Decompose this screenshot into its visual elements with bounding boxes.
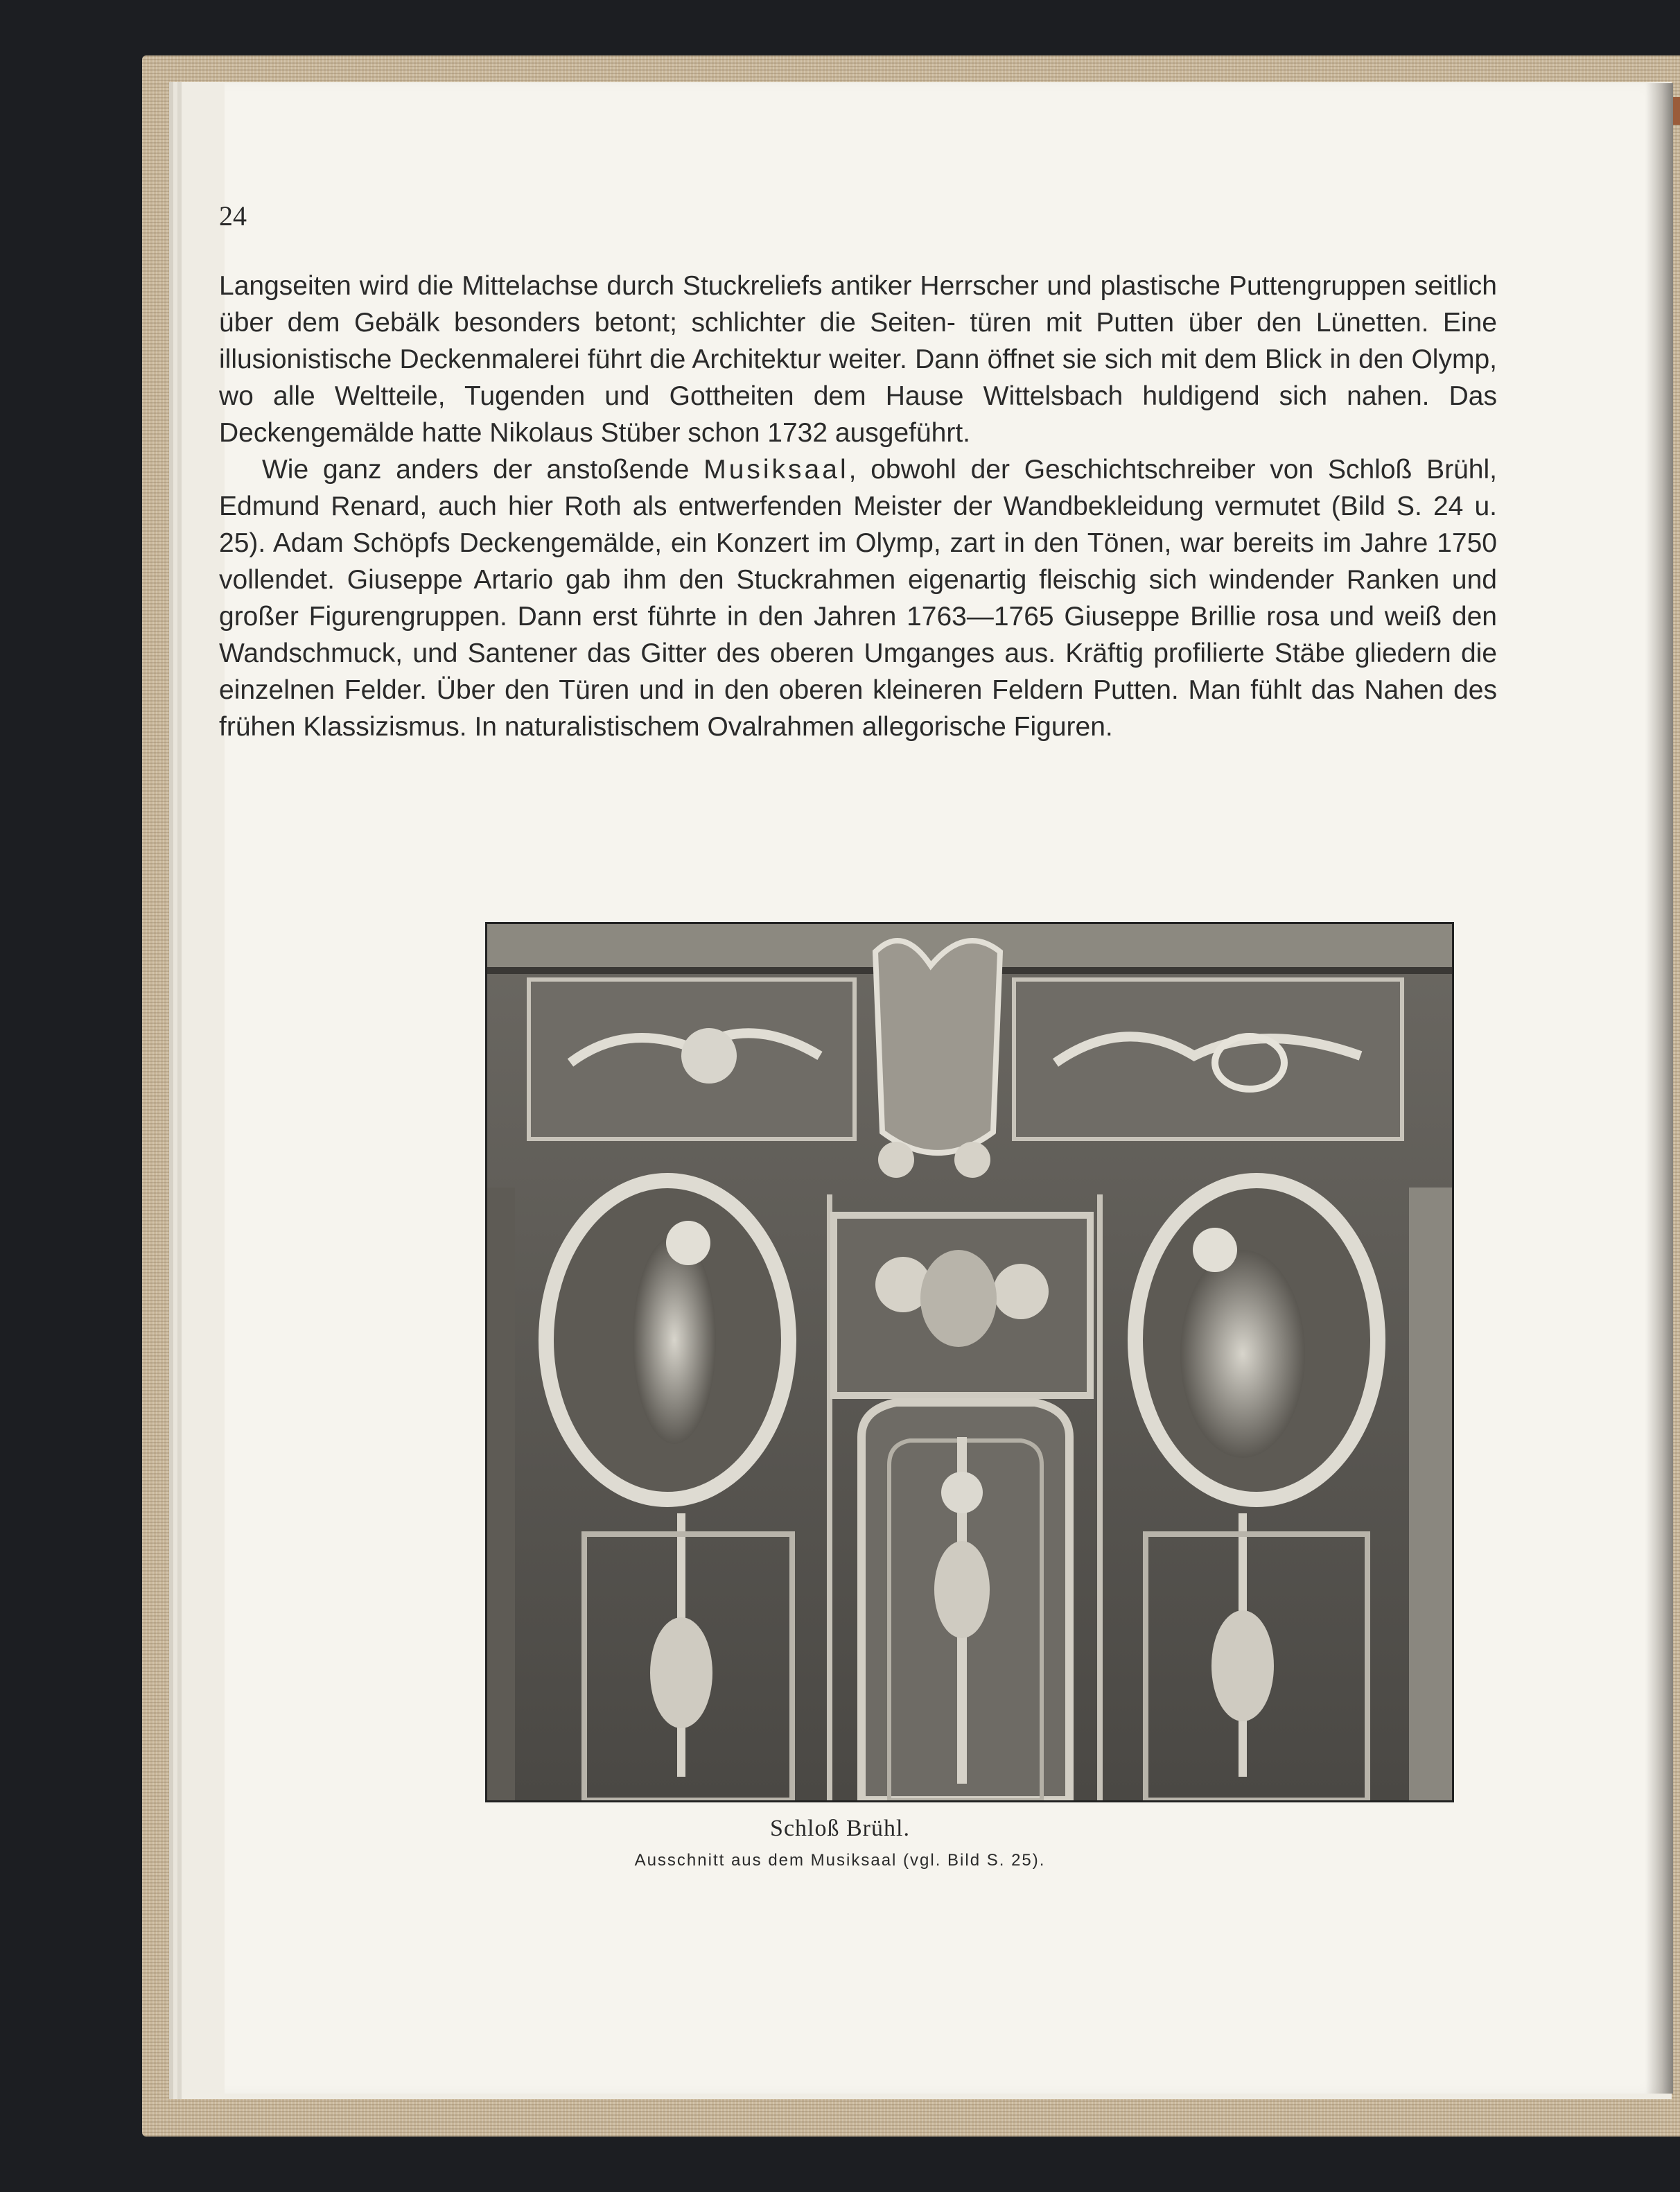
- paragraph-1: Langseiten wird die Mittelachse durch Stuckreliefs antiker Herrscher und plastische Puttengruppen seitlich über dem Gebälk besonders betont; schlichter die Seiten- türen mit Putten über den Lünetten. Eine illusionistische Deckenmalerei führt die Architektur weiter. Dann öffnet sie sich mit dem Blick in den Olymp, wo alle Weltteile, Tugenden und Gottheiten dem Hause Wittelsbach huldigend sich nahen. Das Deckengemälde hatte Nikolaus Stüber schon 1732 ausgeführt.: [219, 271, 1497, 448]
- page-gutter: [1645, 83, 1673, 2094]
- body-text: [219, 268, 1497, 745]
- paragraph-2: Wie ganz anders der anstoßende Musiksaal, obwohl der Geschichtschreiber von Schloß Brühl, Edmund Renard, auch hier Roth als entwerfenden Meister der Wandbekleidung vermutet (Bild S. 24 u. 25). Adam Schöpfs Deckengemälde, ein Konzert im Olymp, zart in den Tönen, war bereits im Jahre 1750 vollendet. Giuseppe Artario gab ihm den Stuckrahmen eigenartig fleischig sich windender Ranken und großer Figurengruppen. Dann erst führte in den Jahren 1763—1765 Giuseppe Brillie rosa und weiß den Wandschmuck, und Santener das Gitter des oberen Umganges aus. Kräftig profilierte Stäbe gliedern die einzelnen Felder. Über den Türen und in den oberen kleineren Feldern Putten. Man fühlt das Nahen des frühen Klassizismus. In naturalistischem Ovalrahmen allegorische Figuren.: [219, 455, 1497, 742]
- figure-caption-title: Schloß Brühl.: [770, 1816, 910, 1841]
- stucco-wall-illustration: [487, 924, 1452, 1800]
- figure-photograph: [485, 922, 1454, 1802]
- page-number: 24: [219, 200, 247, 232]
- spaced-term: Musiksaal: [703, 455, 849, 485]
- figure-caption-subtitle: Ausschnitt aus dem Musiksaal (vgl. Bild S. 25).: [634, 1851, 1046, 1870]
